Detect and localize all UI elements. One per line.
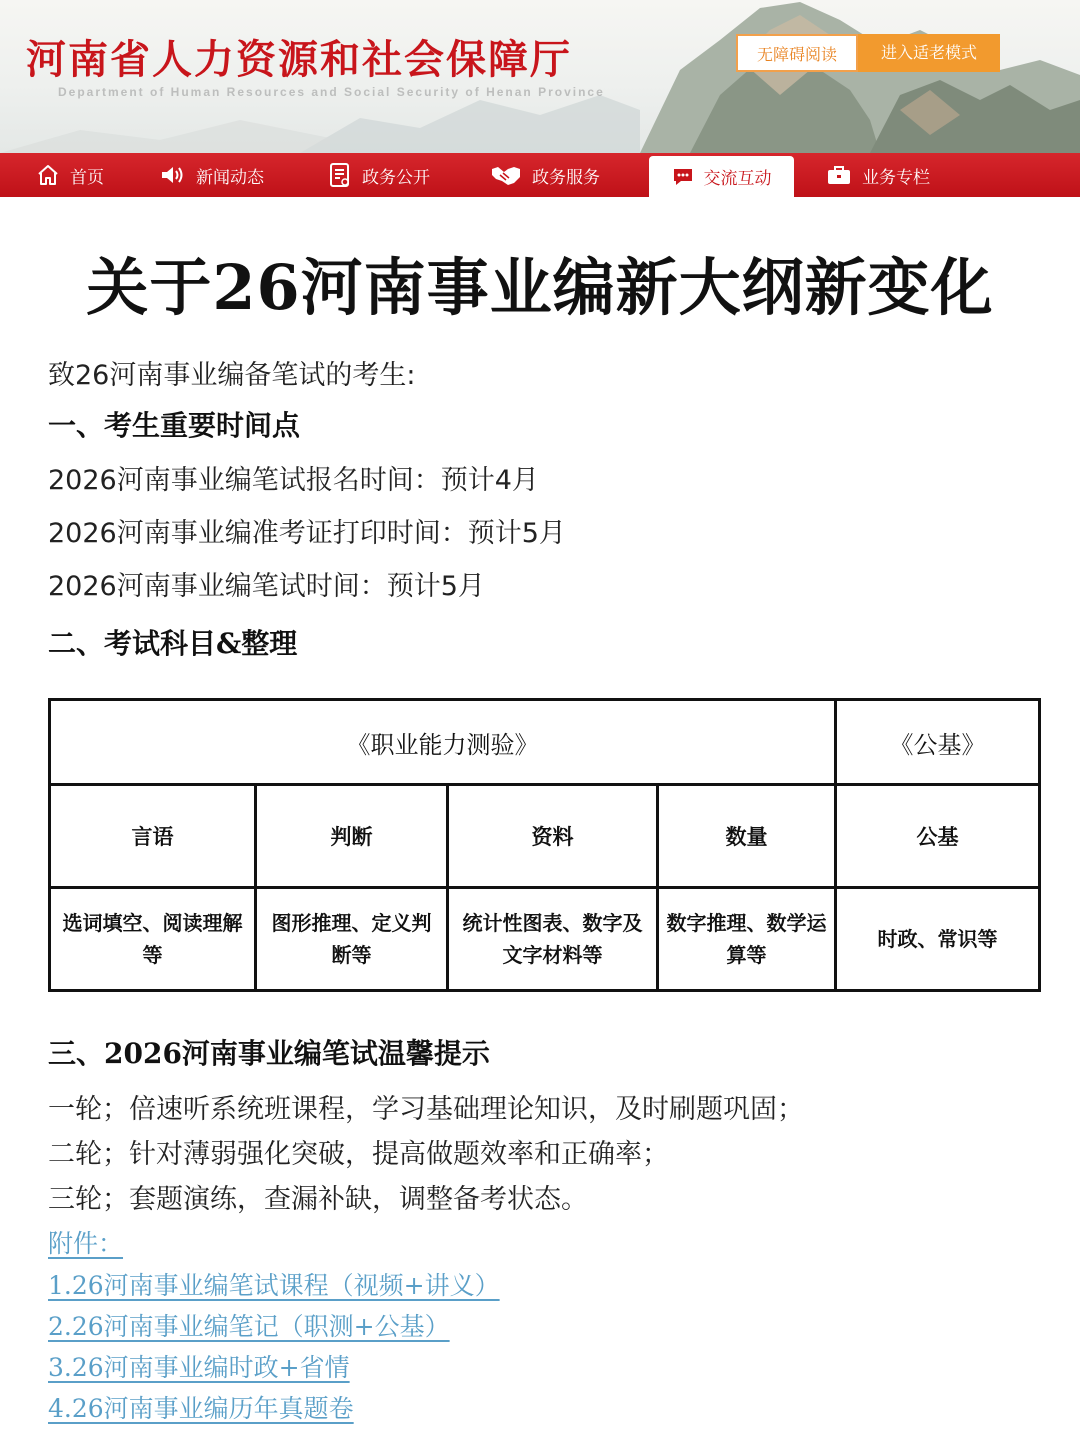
table-cell: 数量 [658,785,836,888]
attachments-label[interactable]: 附件： [48,1229,124,1258]
site-subtitle: Department of Human Resources and Social Security of Henan Province [58,85,605,99]
nav-item-news[interactable] [160,153,264,197]
table-cell: 统计性图表、数字及文字材料等 [448,888,658,991]
table-cell: 时政、常识等 [836,888,1040,991]
attachment-link[interactable]: 3.26河南事业编时政+省情 [48,1353,350,1382]
table-group-header: 《公基》 [836,700,1040,785]
section1-heading: 一、考生重要时间点 [48,409,301,442]
attachment-link[interactable]: 4.26河南事业编历年真题卷 [48,1394,354,1423]
nav-item-gov-services[interactable] [490,153,600,197]
tip-item: 一轮；倍速听系统班课程，学习基础理论知识，及时刷题巩固； [48,1094,804,1125]
mode-buttons [736,34,1000,72]
document-icon [328,162,352,188]
handshake-icon [490,163,522,187]
table-row [50,700,1040,785]
table-group-header: 《职业能力测验》 [50,700,836,785]
nav-label: 首页 [70,167,104,188]
article-title: 关于26河南事业编新大纲新变化 [86,251,994,324]
time-point: 2026河南事业编笔试报名时间：预计4月 [48,465,539,496]
table-cell: 选词填空、阅读理解等 [50,888,256,991]
briefcase-icon [826,164,852,186]
nav-item-business[interactable] [826,153,930,197]
attachment-link[interactable]: 2.26河南事业编笔记（职测+公基） [48,1312,450,1341]
nav-item-home[interactable] [36,153,104,197]
nav-label: 政务服务 [532,167,600,188]
attachment-link[interactable]: 1.26河南事业编笔试课程（视频+讲义） [48,1271,500,1300]
section3-heading: 三、2026河南事业编笔试温馨提示 [48,1037,490,1070]
table-cell: 图形推理、定义判断等 [256,888,448,991]
chat-icon [672,167,694,187]
table-cell: 言语 [50,785,256,888]
table-cell: 数字推理、数学运算等 [658,888,836,991]
table-row [50,785,1040,888]
table-cell: 判断 [256,785,448,888]
speaker-icon [160,164,186,186]
table-cell: 资料 [448,785,658,888]
elder-mode-button[interactable]: 进入适老模式 [858,34,1000,72]
nav-item-interaction[interactable] [649,156,794,197]
tip-item: 三轮；套题演练，查漏补缺，调整备考状态。 [48,1184,588,1215]
header-banner [0,0,1080,153]
exam-subjects-table [48,698,1041,992]
time-point: 2026河南事业编准考证打印时间：预计5月 [48,518,566,549]
table-cell: 公基 [836,785,1040,888]
nav-label: 新闻动态 [196,167,264,188]
nav-label: 政务公开 [362,167,430,188]
nav-label: 业务专栏 [862,167,930,188]
table-row [50,888,1040,991]
time-point: 2026河南事业编笔试时间：预计5月 [48,571,485,602]
accessible-reading-button[interactable]: 无障碍阅读 [736,34,858,72]
nav-item-gov-affairs[interactable] [328,153,430,197]
nav-label: 交流互动 [703,169,772,189]
home-icon [36,164,60,186]
section2-heading: 二、考试科目&整理 [48,627,298,660]
main-nav [0,153,1080,197]
greeting: 致26河南事业编备笔试的考生: [48,360,416,391]
site-title: 河南省人力资源和社会保障厅 [26,37,572,83]
tip-item: 二轮；针对薄弱强化突破，提高做题效率和正确率； [48,1139,669,1170]
